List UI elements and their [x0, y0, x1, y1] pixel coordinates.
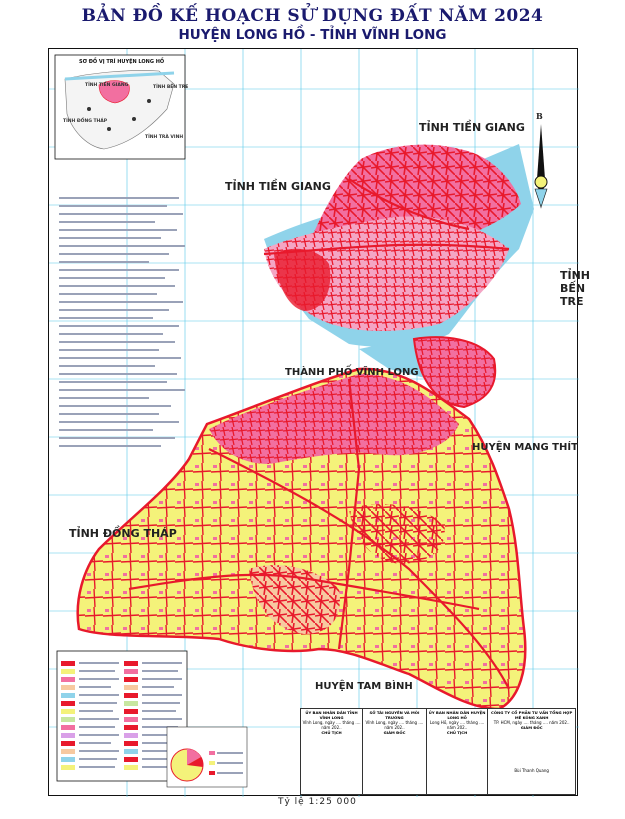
- map-subtitle: HUYỆN LONG HỒ - TỈNH VĨNH LONG: [178, 27, 447, 43]
- signature-head: CÔNG TY CỔ PHẦN TƯ VẤN TỔNG HỢP MÊ KÔNG XANH: [491, 710, 573, 720]
- map-title: BẢN ĐỒ KẾ HOẠCH SỬ DỤNG ĐẤT NĂM 2024: [81, 6, 544, 26]
- map-canvas[interactable]: [49, 49, 579, 797]
- signature-column: [426, 709, 487, 795]
- signature-date: Vĩnh Long, ngày .... tháng .... năm 202..: [365, 720, 424, 730]
- inset-label-tra-vinh: TỈNH TRÀ VINH: [145, 135, 184, 140]
- region-label-ben-tre-2: BẾN: [560, 282, 586, 295]
- signature-head: ỦY BAN NHÂN DÂN HUYỆN LONG HỒ: [428, 710, 486, 720]
- compass-rose-icon: [535, 124, 547, 209]
- region-label-tien-giang-north: TỈNH TIỀN GIANG: [419, 121, 525, 134]
- legend-text-block: [59, 197, 185, 447]
- region-label-ben-tre-1: TỈNH: [560, 269, 591, 282]
- city-core: [274, 249, 330, 311]
- signature-role: GIÁM ĐỐC: [520, 725, 543, 730]
- region-label-vinh-long-city: THÀNH PHỐ VĨNH LONG: [285, 367, 419, 378]
- inset-locator-map: [55, 55, 185, 159]
- signature-date: Long Hồ, ngày .... tháng .... năm 202..: [429, 720, 485, 730]
- land-use-pie-chart: [167, 727, 247, 787]
- signature-role: GIÁM ĐỐC: [383, 730, 406, 735]
- region-label-tam-binh: HUYỆN TAM BÌNH: [315, 681, 413, 692]
- inset-label-dong-thap: TỈNH ĐỒNG THÁP: [63, 119, 108, 124]
- signature-head: SỞ TÀI NGUYÊN VÀ MÔI TRƯỜNG: [369, 710, 420, 720]
- signature-date: Vĩnh Long, ngày .... tháng .... năm 202..: [302, 720, 361, 730]
- compass-letter: B: [536, 111, 543, 121]
- signature-column: [488, 709, 576, 795]
- map-scale: Tỷ lệ 1:25 000: [278, 797, 357, 807]
- region-label-dong-thap: TỈNH ĐỒNG THÁP: [69, 527, 177, 540]
- region-label-tien-giang-west: TỈNH TIỀN GIANG: [225, 180, 331, 193]
- signature-role: CHỦ TỊCH: [446, 730, 468, 735]
- inset-label-ben-tre: TỈNH BẾN TRE: [153, 85, 189, 90]
- map-frame: [48, 48, 591, 796]
- signature-table: [300, 708, 576, 795]
- region-label-ben-tre-3: TRE: [560, 295, 584, 308]
- signature-column: [363, 709, 427, 795]
- signature-date: TP. HCM, ngày .... tháng .... năm 202..: [493, 720, 570, 725]
- signature-role: CHỦ TỊCH: [321, 730, 342, 735]
- inset-label-tien-giang: TỈNH TIỀN GIANG: [85, 83, 129, 88]
- signature-head: ỦY BAN NHÂN DÂN TỈNH VĨNH LONG: [305, 710, 358, 720]
- region-label-mang-thit: HUYỆN MANG THÍT: [472, 442, 578, 453]
- inset-title: SƠ ĐỒ VỊ TRÍ HUYỆN LONG HỒ: [79, 59, 165, 65]
- signature-column: [301, 709, 363, 795]
- signature-name: Bùi Thanh Quang: [514, 768, 549, 773]
